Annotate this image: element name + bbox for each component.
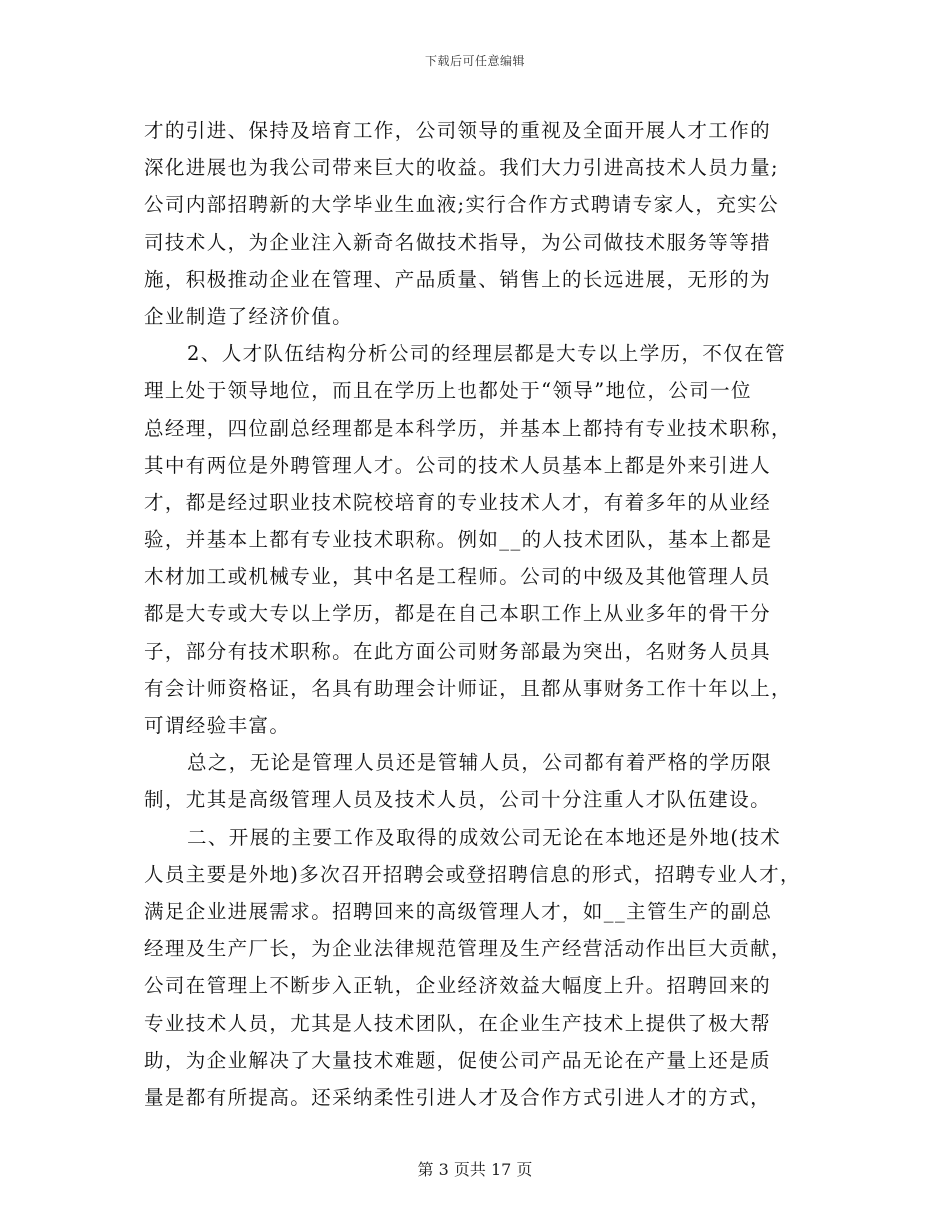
- page-header: 下载后可任意编辑: [424, 54, 525, 68]
- body-line: 有会计师资格证，名具有助理会计师证，且都从事财务工作十年以上，: [144, 676, 792, 700]
- body-line: 量是都有所提高。还采纳柔性引进人才及合作方式引进人才的方式，: [144, 1085, 772, 1109]
- body-line: 子，部分有技术职称。在此方面公司财务部最为突出，名财务人员具: [144, 639, 772, 663]
- body-line: 人员主要是外地)多次召开招聘会或登招聘信息的形式，招聘专业人才，: [144, 862, 801, 886]
- body-line: 助，为企业解决了大量技术难题，促使公司产品无论在产量上还是质: [144, 1048, 772, 1072]
- body-line: 施，积极推动企业在管理、产品质量、销售上的长远进展，无形的为: [144, 267, 772, 291]
- paragraph-start-line: 二、开展的主要工作及取得的成效公司无论在本地还是外地(技术: [187, 825, 782, 849]
- document-body: [144, 112, 812, 1116]
- body-line: 公司内部招聘新的大学毕业生血液;实行合作方式聘请专家人，充实公: [144, 193, 779, 217]
- body-line: 公司在管理上不断步入正轨，企业经济效益大幅度上升。招聘回来的: [144, 974, 772, 998]
- body-line: 经理及生产厂长，为企业法律规范管理及生产经营活动作出巨大贡献，: [144, 937, 792, 961]
- body-line: 企业制造了经济价值。: [144, 304, 354, 328]
- body-line: 可谓经验丰富。: [144, 714, 291, 737]
- body-line: 总经理，四位副总经理都是本科学历，并基本上都持有专业技术职称，: [144, 416, 792, 440]
- body-line: 才的引进、保持及培育工作，公司领导的重视及全面开展人才工作的: [144, 119, 772, 142]
- body-line: 理上处于领导地位，而且在学历上也都处于“领导”地位，公司一位: [144, 379, 752, 403]
- body-line: 其中有两位是外聘管理人才。公司的技术人员基本上都是外来引进人: [144, 453, 772, 477]
- body-line: 专业技术人员，尤其是人技术团队，在企业生产技术上提供了极大帮: [144, 1011, 772, 1035]
- paragraph-start-line: 总之，无论是管理人员还是管辅人员，公司都有着严格的学历限: [187, 751, 773, 775]
- body-line: 满足企业进展需求。招聘回来的高级管理人才，如__主管生产的副总: [144, 899, 773, 923]
- page-number-footer: 第 3 页共 17 页: [417, 1160, 533, 1179]
- body-line: 制，尤其是高级管理人员及技术人员，公司十分注重人才队伍建设。: [144, 788, 772, 812]
- body-line: 验，并基本上都有专业技术职称。例如__的人技术团队，基本上都是: [144, 528, 773, 552]
- body-line: 才，都是经过职业技术院校培育的专业技术人才，有着多年的从业经: [144, 490, 772, 514]
- body-line: 司技术人，为企业注入新奇名做技术指导，为公司做技术服务等等措: [144, 230, 772, 254]
- body-line: 木材加工或机械专业，其中名是工程师。公司的中级及其他管理人员: [144, 565, 772, 589]
- body-line: 深化进展也为我公司带来巨大的收益。我们大力引进高技术人员力量;: [144, 156, 779, 180]
- body-line: 都是大专或大专以上学历，都是在自己本职工作上从业多年的骨干分: [144, 602, 772, 626]
- paragraph-start-line: 2、人才队伍结构分析公司的经理层都是大专以上学历，不仅在管: [187, 342, 787, 366]
